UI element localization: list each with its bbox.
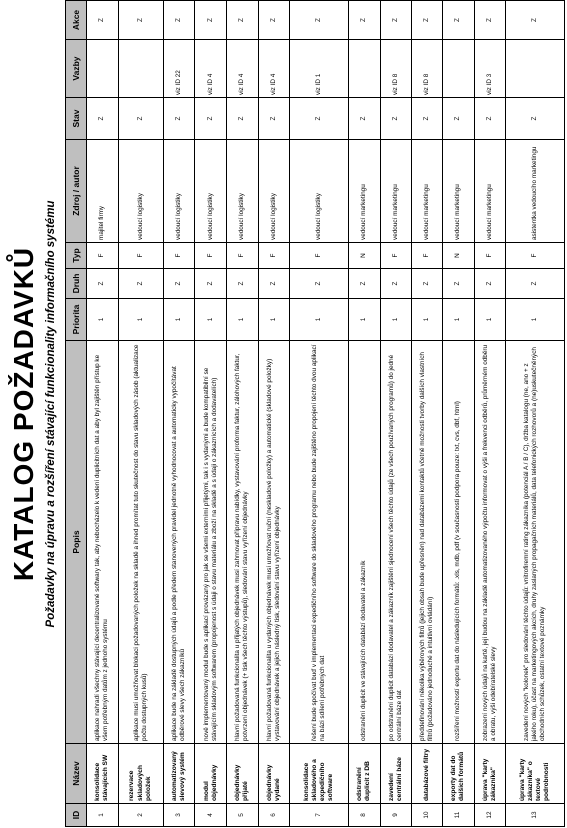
- cell-zdroj: vedoucí marketingu: [474, 140, 506, 243]
- cell-id: 9: [380, 804, 412, 827]
- cell-akce: Z: [348, 1, 380, 40]
- cell-akce: Z: [412, 1, 443, 40]
- cell-typ: F: [87, 243, 119, 269]
- cell-nazev: automatizovaný slevový systém: [163, 744, 195, 804]
- cell-druh: Z: [163, 269, 195, 299]
- cell-stav: Z: [258, 98, 290, 140]
- cell-akce: Z: [258, 1, 290, 40]
- cell-typ: F: [258, 243, 290, 269]
- cell-zdroj: majitel firmy: [87, 140, 119, 243]
- cell-typ: F: [412, 243, 443, 269]
- cell-druh: Z: [195, 269, 227, 299]
- cell-popis: aplikace bude na základě dostupných údajů a podle předem stanovených pravidel jednotně vyhodnocovat a automaticky vypočítávat odběrové slevy všech zákazníků: [163, 341, 195, 744]
- cell-stav: Z: [348, 98, 380, 140]
- cell-zdroj: vedoucí marketingu: [348, 140, 380, 243]
- table-row: [118, 1, 163, 827]
- cell-priorita: 1: [443, 299, 475, 341]
- cell-druh: Z: [412, 269, 443, 299]
- cell-akce: Z: [380, 1, 412, 40]
- cell-id: 8: [348, 804, 380, 827]
- cell-popis: hlavní požadovaná funkcionalita u vydaných objednávek musí umožňovat ruční (neskladové položky) a automatické (skladové položky) vystavování objednávek a jejich následný tisk, sledování stavu vyřízení objednávky: [258, 341, 290, 744]
- cell-akce: Z: [506, 1, 565, 40]
- table-row: [348, 1, 380, 827]
- cell-akce: Z: [474, 1, 506, 40]
- cell-zdroj: vedoucí marketingu: [412, 140, 443, 243]
- cell-zdroj: vedoucí logistiky: [227, 140, 259, 243]
- cell-id: 1: [87, 804, 119, 827]
- cell-id: 13: [506, 804, 565, 827]
- table-row: [163, 1, 195, 827]
- cell-stav: Z: [195, 98, 227, 140]
- page-title: KATALOG POŽADAVKŮ: [8, 246, 39, 582]
- cell-nazev: exporty dat do dalších formátů: [443, 744, 475, 804]
- cell-stav: Z: [87, 98, 119, 140]
- cell-vazby: [506, 40, 565, 98]
- cell-zdroj: asistentka vedoucího marketingu: [506, 140, 565, 243]
- cell-typ: N: [348, 243, 380, 269]
- table-row: [227, 1, 259, 827]
- table-row: [258, 1, 290, 827]
- cell-stav: Z: [412, 98, 443, 140]
- cell-popis: rozšíření možností exportu dat do následujících formátů: .xls, mdb, pdf (v současnosti podpora pouze: txt, cvs, dbf, html): [443, 341, 475, 744]
- cell-akce: Z: [163, 1, 195, 40]
- cell-stav: Z: [474, 98, 506, 140]
- table-row: [443, 1, 475, 827]
- cell-zdroj: vedoucí logistiky: [195, 140, 227, 243]
- table-row: [380, 1, 412, 827]
- cell-id: 5: [227, 804, 259, 827]
- cell-stav: Z: [163, 98, 195, 140]
- cell-priorita: 1: [87, 299, 119, 341]
- cell-vazby: viz ID 4: [227, 40, 259, 98]
- cell-typ: F: [506, 243, 565, 269]
- cell-druh: Z: [118, 269, 163, 299]
- cell-typ: F: [118, 243, 163, 269]
- cell-popis: aplikace musí umožňovat blokaci požadovaných položek na skladě a ihned promítat tuto skutečnost do stavu skladových zásob (aktualizace počtu dostupných kusů): [118, 341, 163, 744]
- cell-typ: F: [474, 243, 506, 269]
- cell-popis: řešení bude spočívat buď v implementaci expedičního software do skladového programu nebo bude zajištěno propojení těchto dvou aplikací na bázi sdílení potřebných dat: [290, 341, 348, 744]
- header-druh: Druh: [66, 269, 87, 299]
- cell-priorita: 1: [195, 299, 227, 341]
- table-row: [290, 1, 348, 827]
- cell-akce: Z: [118, 1, 163, 40]
- cell-druh: Z: [348, 269, 380, 299]
- cell-druh: Z: [258, 269, 290, 299]
- cell-priorita: 1: [258, 299, 290, 341]
- cell-priorita: 1: [163, 299, 195, 341]
- cell-popis: nově implementovaný modul bude s aplikací provázaný pro jak se všemi externími přijetými, tak i s vydanými a bude kompatibilní se stávajícím skladovým softwarem (propojenost s údaji o stavu materiálu a zboží na skladě a s údaji o zákaznících a dodavatelích): [195, 341, 227, 744]
- cell-vazby: [118, 40, 163, 98]
- cell-popis: hlavní požadovaná funkcionalita u přijatých objednávek musí zahrnovat přípravu nabídky, vystavování proforma faktur, zálohových faktur, potvrzení objednávek (+ tisk všech těchto výstupů), sledování stavu vyřízení objednávky: [227, 341, 259, 744]
- cell-id: 6: [258, 804, 290, 827]
- cell-vazby: [87, 40, 119, 98]
- cell-akce: Z: [227, 1, 259, 40]
- cell-stav: Z: [443, 98, 475, 140]
- cell-stav: Z: [118, 98, 163, 140]
- cell-druh: Z: [474, 269, 506, 299]
- cell-stav: Z: [290, 98, 348, 140]
- cell-zdroj: vedoucí marketingu: [380, 140, 412, 243]
- cell-zdroj: vedoucí marketingu: [443, 140, 475, 243]
- cell-akce: Z: [290, 1, 348, 40]
- cell-druh: Z: [227, 269, 259, 299]
- cell-nazev: konsolidace skladového a expedičního software: [290, 744, 348, 804]
- cell-priorita: 1: [290, 299, 348, 341]
- cell-popis: po odstranění duplicit databází dodavatel a zákazník zajištění sjednocení všech těchto údajů (ze všech používaných programů) do jedné centrální báze dat: [380, 341, 412, 744]
- header-typ: Typ: [66, 243, 87, 269]
- cell-vazby: viz ID 8: [380, 40, 412, 98]
- header-id: ID: [66, 804, 87, 827]
- cell-stav: Z: [506, 98, 565, 140]
- table-row: [506, 1, 565, 827]
- cell-nazev: rezervace skladových položek: [118, 744, 163, 804]
- cell-vazby: [443, 40, 475, 98]
- cell-id: 11: [443, 804, 475, 827]
- cell-popis: aplikace nahradí všechny stávající decentralizované softwary tak, aby nebocházelo k vedení duplicitních dat a aby byl zajištěn přístup ke všem potřebným datům z jednoho systému: [87, 341, 119, 744]
- cell-typ: F: [380, 243, 412, 269]
- cell-popis: zobrazení nových údajů na kartě, její budou na základě automatizovaného výpočtu informovat o výši a frekvenci odběrů, průměrném odběru a obratu, výši odebíratelské slevy: [474, 341, 506, 744]
- cell-druh: Z: [380, 269, 412, 299]
- cell-typ: N: [443, 243, 475, 269]
- cell-akce: Z: [87, 1, 119, 40]
- table-row: [474, 1, 506, 827]
- cell-priorita: 1: [412, 299, 443, 341]
- cell-id: 10: [412, 804, 443, 827]
- cell-typ: F: [195, 243, 227, 269]
- cell-nazev: zavedení centrální báze: [380, 744, 412, 804]
- cell-vazby: viz ID 4: [195, 40, 227, 98]
- cell-typ: F: [163, 243, 195, 269]
- cell-popis: zavedení nových "kolonek" pro sledování těchto údajů: vnitrofiremní rating zákazníka (potenciál A / B / C), držba katalogu (ne, ano + z jakého roku), účast na marketingových akcích, druhy zaslaných propagačních materiálů, data telefonických rozhovorů a (ne)uskutečněných obchodních schůzek, ostatní textové poznámky: [506, 341, 565, 744]
- cell-priorita: 1: [380, 299, 412, 341]
- cell-druh: Z: [87, 269, 119, 299]
- cell-priorita: 1: [227, 299, 259, 341]
- cell-id: 4: [195, 804, 227, 827]
- cell-zdroj: vedoucí logistiky: [163, 140, 195, 243]
- cell-nazev: databázové filtry: [412, 744, 443, 804]
- cell-id: 12: [474, 804, 506, 827]
- cell-priorita: 1: [348, 299, 380, 341]
- cell-vazby: viz ID 4: [258, 40, 290, 98]
- cell-vazby: viz ID 1: [290, 40, 348, 98]
- cell-stav: Z: [227, 98, 259, 140]
- cell-zdroj: vedoucí logistiky: [258, 140, 290, 243]
- header-popis: Popis: [66, 341, 87, 744]
- header-vazby: Vazby: [66, 40, 87, 98]
- cell-priorita: 1: [506, 299, 565, 341]
- requirements-table: [65, 0, 565, 827]
- table-header-row: [66, 1, 87, 827]
- header-stav: Stav: [66, 98, 87, 140]
- cell-id: 7: [290, 804, 348, 827]
- cell-priorita: 1: [474, 299, 506, 341]
- cell-druh: Z: [443, 269, 475, 299]
- cell-vazby: viz ID 22: [163, 40, 195, 98]
- cell-druh: Z: [290, 269, 348, 299]
- cell-zdroj: vedoucí logistiky: [118, 140, 163, 243]
- header-akce: Akce: [66, 1, 87, 40]
- page-subtitle: Požadavky na úpravu a rozšíření stávající funkcionality informačního systému: [45, 200, 57, 628]
- table-row: [412, 1, 443, 827]
- cell-nazev: objednávky vydané: [258, 744, 290, 804]
- cell-nazev: objednávky přijaté: [227, 744, 259, 804]
- cell-popis: předdefinování několika výběrových filtrů (jejich obsah bude upřesněn) nad databázemi kontaktů včetně možnosti tvorby dalších vlastních filtrů (požadováno jednoduché a intuitivní ovládání): [412, 341, 443, 744]
- cell-nazev: odstranění duplicit z DB: [348, 744, 380, 804]
- cell-nazev: úprava "karty zákazníka": [474, 744, 506, 804]
- cell-typ: F: [290, 243, 348, 269]
- header-zdroj: Zdroj / autor: [66, 140, 87, 243]
- cell-nazev: modul objednávky: [195, 744, 227, 804]
- cell-id: 2: [118, 804, 163, 827]
- cell-nazev: úprava "karty zákazníka" o textové podrobnosti: [506, 744, 565, 804]
- cell-akce: Z: [195, 1, 227, 40]
- cell-popis: odstranění duplicit ve stávajících databází dodavatel a zákazník: [348, 341, 380, 744]
- cell-typ: F: [227, 243, 259, 269]
- header-nazev: Název: [66, 744, 87, 804]
- cell-akce: Z: [443, 1, 475, 40]
- cell-nazev: konsolidace stávajících SW: [87, 744, 119, 804]
- cell-id: 3: [163, 804, 195, 827]
- cell-vazby: viz ID 8: [412, 40, 443, 98]
- table-row: [195, 1, 227, 827]
- cell-priorita: 1: [118, 299, 163, 341]
- header-priorita: Priorita: [66, 299, 87, 341]
- cell-vazby: viz ID 3: [474, 40, 506, 98]
- cell-vazby: [348, 40, 380, 98]
- table-row: [87, 1, 119, 827]
- cell-stav: Z: [380, 98, 412, 140]
- cell-druh: Z: [506, 269, 565, 299]
- cell-zdroj: vedoucí logistiky: [290, 140, 348, 243]
